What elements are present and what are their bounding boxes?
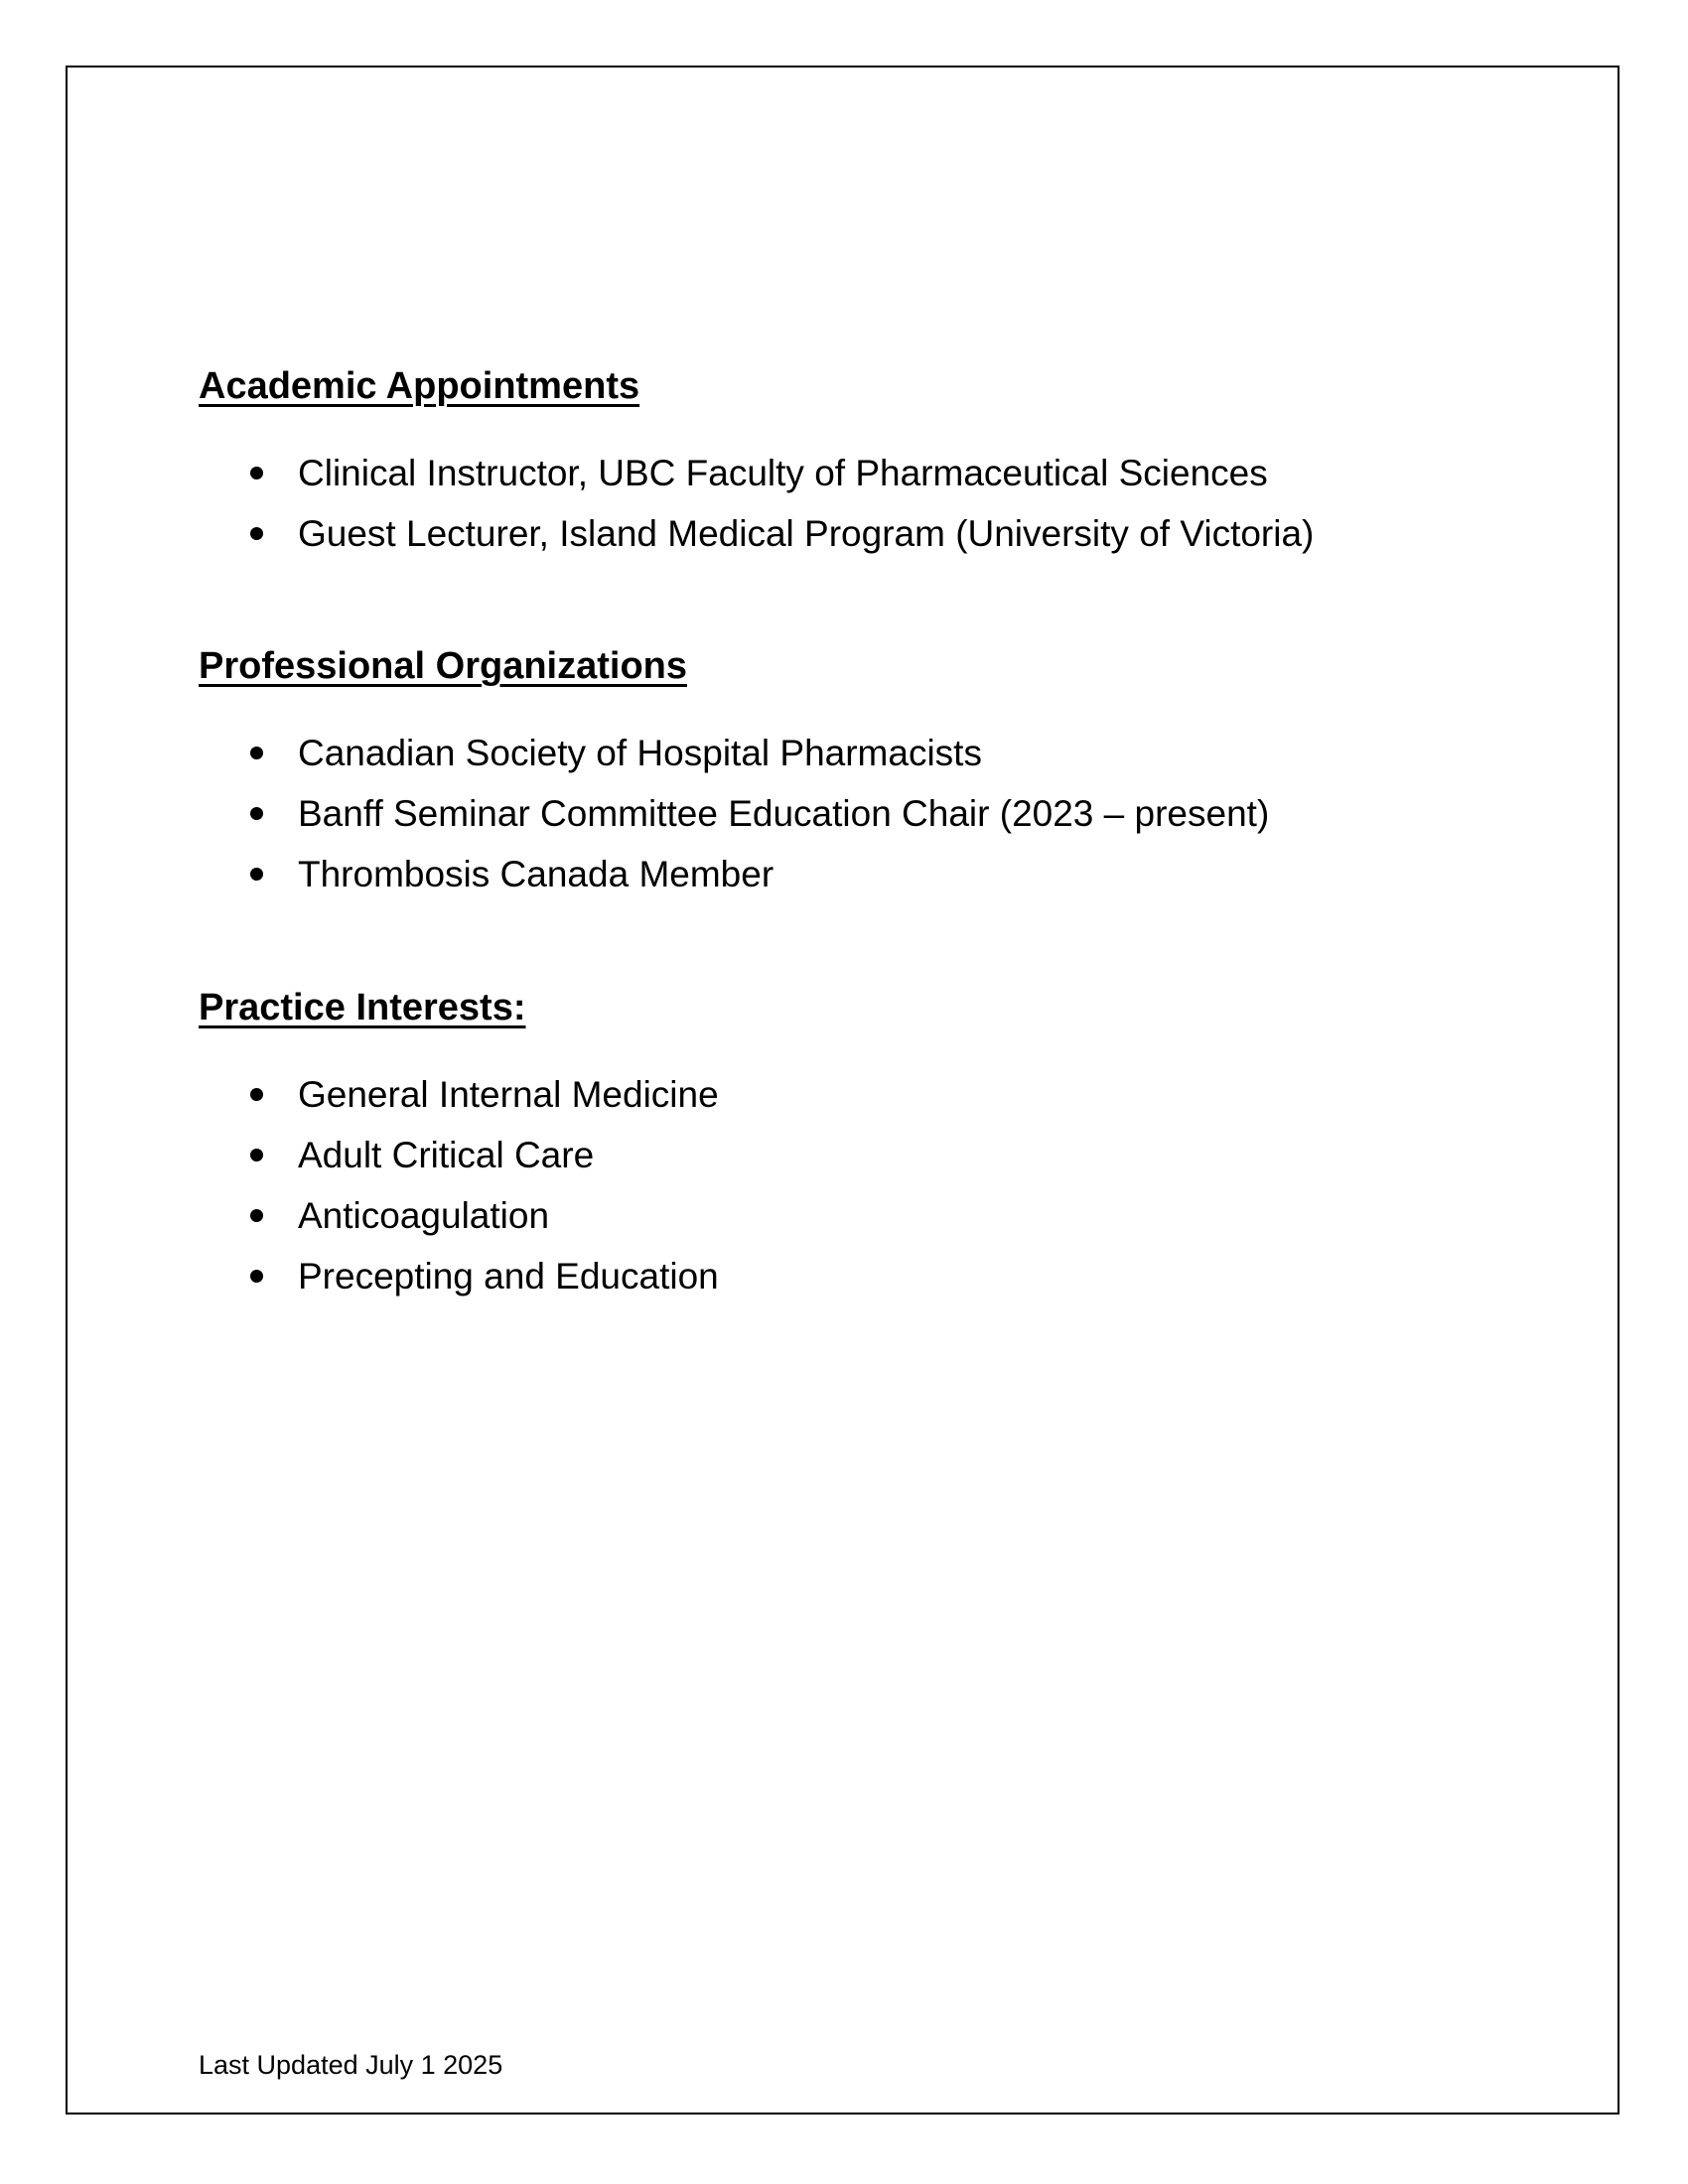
bullet-icon [250,868,263,881]
list-item [199,1125,1489,1185]
list-item [199,1246,1489,1306]
list-item [199,1185,1489,1246]
bullet-icon [250,527,263,540]
list-item-text: Banff Seminar Committee Education Chair (2023 – present) [298,793,1270,834]
section-heading: Academic Appointments [199,365,640,407]
list-item [199,723,1489,783]
bullet-icon [250,1270,263,1283]
list-item-text: General Internal Medicine [298,1074,719,1115]
academic-appointments-section [199,363,1489,564]
list-item-text: Clinical Instructor, UBC Faculty of Pharmaceutical Sciences [298,453,1268,493]
list-item-text: Adult Critical Care [298,1135,595,1175]
list-item-text: Anticoagulation [298,1195,550,1236]
bullet-icon [250,1088,263,1101]
bullet-icon [250,747,263,759]
bullet-list [199,1064,1489,1306]
professional-organizations-section [199,643,1489,904]
list-item [199,503,1489,564]
bullet-icon [250,1209,263,1222]
section-heading: Practice Interests: [199,987,526,1028]
bullet-icon [250,467,263,479]
bullet-icon [250,1149,263,1161]
last-updated-footer: Last Updated July 1 2025 [199,2050,503,2080]
list-item-text: Precepting and Education [298,1256,719,1297]
bullet-icon [250,807,263,820]
list-item-text: Thrombosis Canada Member [298,854,774,894]
practice-interests-section [199,985,1489,1306]
list-item [199,844,1489,904]
list-item [199,443,1489,503]
bullet-list [199,443,1489,564]
list-item [199,1064,1489,1125]
list-item-text: Canadian Society of Hospital Pharmacists [298,733,982,773]
list-item [199,783,1489,844]
list-item-text: Guest Lecturer, Island Medical Program (University of Victoria) [298,513,1315,554]
bullet-list [199,723,1489,904]
section-heading: Professional Organizations [199,645,687,687]
